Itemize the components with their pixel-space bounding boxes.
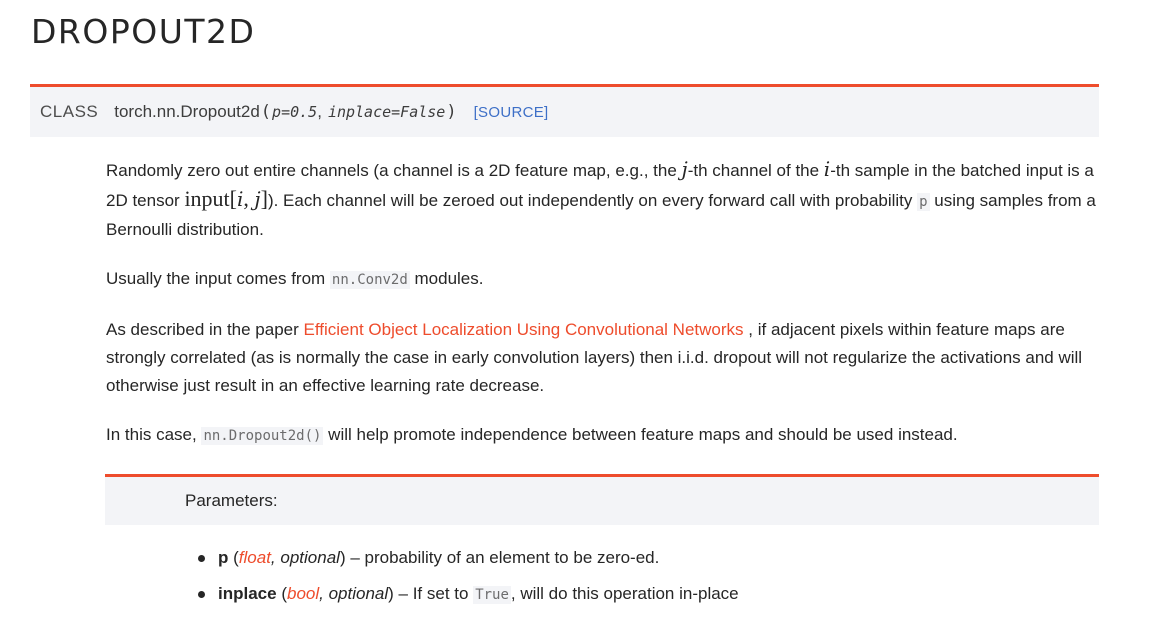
text: ). Each channel will be zeroed out independently on every forward call with probability [267,191,918,210]
param-description: – probability of an element to be zero-ed. [345,548,660,567]
parameters-label: Parameters: [185,491,278,510]
bullet-icon [198,591,205,598]
inline-code-p: p [919,194,928,210]
text: Usually the input comes from [106,269,330,288]
class-name: torch.nn.Dropout2d [114,102,260,121]
inline-code-conv2d: nn.Conv2d [331,272,408,288]
text: ( [228,548,239,567]
math-var-i: i [823,157,831,181]
text: -th sample in the batched input is a 2D tensor [106,161,1094,210]
text: Randomly zero out entire channels (a channel is a 2D feature map, e.g., the [106,161,682,180]
description-paragraph-3 [106,316,1101,400]
text: As described in the paper [106,320,304,339]
text: ( [276,584,287,603]
param-description: , will do this operation in-place [510,584,739,603]
text: , if adjacent pixels within feature maps are strongly correlated (as is normally the case in early convolution layers) then i.i.d. dropout will not regularize the activations and will otherwise just result in an effective learning rate decrease. [106,320,1083,395]
math-index-i: i [237,187,244,211]
text: ) [339,548,346,567]
param-optional: optional [328,584,389,603]
param-type-link[interactable]: bool [286,584,320,603]
text: modules. [409,269,484,288]
param-inplace-default: inplace=False [327,103,446,121]
page-title: DROPOUT2D [31,12,256,51]
text: will help promote independence between feature maps and should be used instead. [323,425,958,444]
open-paren: ( [260,102,272,122]
description-paragraph-4 [106,421,1101,450]
bullet-icon [198,555,205,562]
description-paragraph-2 [106,265,1101,294]
text: , [270,548,281,567]
math-var-j: j [681,157,688,181]
text: ) [388,584,394,603]
param-optional: optional [280,548,340,567]
text: using samples from a Bernoulli distribution. [106,191,1096,239]
parameter-list [198,544,739,616]
close-paren: ) [446,102,457,122]
inline-code-true: True [475,587,509,603]
paper-link[interactable]: Efficient Object Localization Using Convolutional Networks [303,320,744,339]
text: , [319,584,329,603]
text: -th channel of the [687,161,824,180]
math-lbracket: [ [229,186,237,211]
param-name: inplace [218,584,277,603]
parameters-header [105,474,1099,525]
source-link[interactable]: [SOURCE] [473,103,549,121]
class-signature [30,84,1099,137]
class-keyword: CLASS [40,102,99,121]
inline-code-dropout2d: nn.Dropout2d() [203,428,322,444]
param-type-link[interactable]: float [238,548,271,567]
math-comma: , [243,186,255,211]
math-index-j: j [254,187,261,211]
math-input: input [184,186,230,211]
math-rbracket: ] [260,186,268,211]
description-paragraph-1 [106,155,1101,244]
param-name: p [218,548,229,567]
param-separator: , [317,102,322,121]
parameter-item-inplace [198,580,739,616]
text: In this case, [106,425,202,444]
param-p-default: p=0.5 [272,103,318,121]
parameter-item-p [198,544,739,580]
param-description: – If set to [393,584,474,603]
